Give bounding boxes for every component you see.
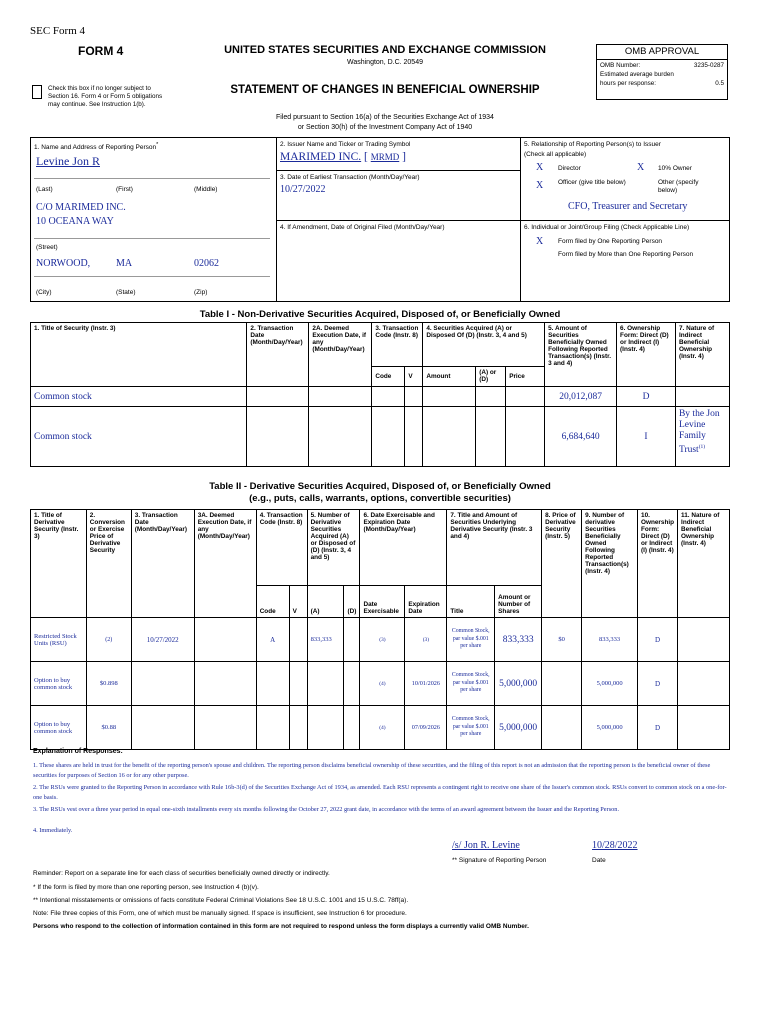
omb-hours-label: hours per response: <box>600 80 657 87</box>
t2-r1-title: Restricted Stock Units (RSU) <box>31 618 87 662</box>
zip-value: 02062 <box>194 258 219 269</box>
relationship-sublabel: (Check all applicable) <box>524 151 587 158</box>
state-value: MA <box>116 258 133 269</box>
table-row <box>31 407 730 467</box>
checkbox-text: Check this box if no longer subject to Section 16. Form 4 or Form 5 obligations may continue. See Instruction 1(b). <box>48 85 163 108</box>
t1-r1-owned: 20,012,087 <box>545 387 617 407</box>
officer-mark[interactable]: X <box>536 180 544 191</box>
t2-h7: 7. Title and Amount of Securities Underlying Derivative Security (Instr. 3 and 4) <box>447 510 542 586</box>
t2-r2-und-title: Common Stock, par value $.001 per share <box>447 662 495 706</box>
t1-h2a: 2A. Deemed Execution Date, if any (Month/Day/Year) <box>309 323 372 387</box>
amendment-label: 4. If Amendment, Date of Original Filed (Month/Day/Year) <box>280 224 445 231</box>
t2-h8: 8. Price of Derivative Security (Instr. 5) <box>542 510 582 618</box>
owner-label: 10% Owner <box>658 165 692 172</box>
explanation-note-3: 3. The RSUs vest over a three year period in equal one-sixth installments every six months following the October 27, 2022 grant date, in accordance with the terms of an award agreement between the Issuer and the Reporting Person. <box>33 806 620 813</box>
director-label: Director <box>558 165 581 172</box>
omb-number: 3235-0287 <box>693 62 724 69</box>
t2-r1-code: A <box>256 618 289 662</box>
form-title: FORM 4 <box>78 44 124 58</box>
table-row <box>31 387 730 407</box>
t1-code: Code <box>372 367 405 387</box>
t2-h3a: 3A. Deemed Execution Date, if any (Month/Day/Year) <box>194 510 256 618</box>
t2-amount-num: Amount or Number of Shares <box>495 586 542 618</box>
earliest-date-label: 3. Date of Earliest Transaction (Month/Day/Year) <box>280 174 420 181</box>
t2-r1-form: D <box>638 618 678 662</box>
signature-date-label: Date <box>592 857 606 864</box>
t2-r1-a: 833,333 <box>307 618 344 662</box>
t2-title: Title <box>447 586 495 618</box>
t1-ad: (A) or (D) <box>476 367 506 387</box>
director-mark[interactable]: X <box>536 162 544 173</box>
t1-r2-nature: By the Jon Levine Family Trust$^{(1)}$ <box>675 407 729 467</box>
explanation-note-2: 2. The RSUs were granted to the Reporting Person in accordance with Rule 16b-3(d) of the Securities Exchange Act of 1934, as amended. Each RSU represents a contingent right to receive one share of the Issuer's common stock. RSUs convert to common stock on a one-for-one basis. <box>33 784 727 801</box>
issuer-name-ticker[interactable]: MARIMED INC. [ MRMD ] <box>280 151 406 163</box>
t1-h7: 7. Nature of Indirect Beneficial Ownership (Instr. 4) <box>675 323 729 387</box>
t2-exp: Expiration Date <box>405 586 447 618</box>
t2-h4: 4. Transaction Code (Instr. 8) <box>256 510 307 586</box>
omb-approval-box <box>596 44 728 100</box>
t1-price: Price <box>506 367 545 387</box>
signature-date: 10/28/2022 <box>592 840 638 851</box>
table-row <box>31 662 730 706</box>
t2-r1-und-amount: 833,333 <box>495 618 542 662</box>
signature-name-label: ** Signature of Reporting Person <box>452 857 547 864</box>
footer-line-2: * If the form is filed by more than one reporting person, see Instruction 4 (b)(v). <box>33 884 259 891</box>
omb-number-label: OMB Number: <box>600 62 641 69</box>
footer-line-4: Note: File three copies of this Form, one of which must be manually signed. If space is insufficient, see Instruction 6 for procedure. <box>33 910 407 917</box>
t1-h3: 3. Transaction Code (Instr. 8) <box>372 323 423 367</box>
t1-r2-owned: 6,684,640 <box>545 407 617 467</box>
t2-code: Code <box>256 586 289 618</box>
t1-v: V <box>405 367 423 387</box>
table2 <box>30 509 730 750</box>
t2-r1-price: $0 <box>542 618 582 662</box>
t1-r1-title: Common stock <box>31 387 247 407</box>
last-label: (Last) <box>36 186 53 193</box>
first-label: (First) <box>116 186 133 193</box>
table1-title: Table I - Non-Derivative Securities Acquired, Disposed of, or Beneficially Owned <box>199 309 561 320</box>
city-label: (City) <box>36 289 52 296</box>
section16-checkbox[interactable] <box>32 85 42 99</box>
t2-r2-title: Option to buy common stock <box>31 662 87 706</box>
signature-name: /s/ Jon R. Levine <box>452 840 520 851</box>
filing-one-label: Form filed by One Reporting Person <box>558 238 663 245</box>
t2-r2-conv: $0.898 <box>86 662 131 706</box>
t2-h3: 3. Transaction Date (Month/Day/Year) <box>131 510 194 618</box>
earliest-date-value: 10/27/2022 <box>280 184 326 195</box>
t2-h9: 9. Number of derivative Securities Beneficially Owned Following Reported Transaction(s) (Instr. 4) <box>582 510 638 618</box>
t2-r2-form: D <box>638 662 678 706</box>
t2-r2-exercisable: (4) <box>360 662 405 706</box>
t2-date-ex: Date Exercisable <box>360 586 405 618</box>
t2-r3-exercisable: (4) <box>360 706 405 750</box>
t2-a: (A) <box>307 586 344 618</box>
table1 <box>30 322 730 467</box>
filing-one-mark[interactable]: X <box>536 236 544 247</box>
footer-line-3: ** Intentional misstatements or omissions of facts constitute Federal Criminal Violations See 18 U.S.C. 1001 and 15 U.S.C. 78ff(a). <box>33 897 409 904</box>
officer-title: CFO, Treasurer and Secretary <box>568 201 688 212</box>
agency-title: UNITED STATES SECURITIES AND EXCHANGE COMMISSION <box>224 44 546 56</box>
t1-h4: 4. Securities Acquired (A) or Disposed Of (D) (Instr. 3, 4 and 5) <box>423 323 545 367</box>
omb-burden-label: Estimated average burden <box>600 71 674 78</box>
t2-h6: 6. Date Exercisable and Expiration Date (Month/Day/Year) <box>360 510 447 586</box>
t2-r1-expiration: (3) <box>405 618 447 662</box>
filing-more-label: Form filed by More than One Reporting Person <box>558 251 694 258</box>
t2-r2-owned: 5,000,000 <box>582 662 638 706</box>
t1-r2-form: I <box>617 407 676 467</box>
address-line-2: 10 OCEANA WAY <box>36 216 114 227</box>
t2-r3-conv: $0.88 <box>86 706 131 750</box>
address-line-1: C/O MARIMED INC. <box>36 202 126 213</box>
t2-d: (D) <box>344 586 360 618</box>
t2-r1-und-title: Common Stock, par value $.001 per share <box>447 618 495 662</box>
reporting-person-name[interactable]: Levine Jon R <box>36 154 100 168</box>
t2-r3-form: D <box>638 706 678 750</box>
owner-mark[interactable]: X <box>637 162 645 173</box>
t2-r2-und-amount: 5,000,000 <box>495 662 542 706</box>
filed-pursuant-2: or Section 30(h) of the Investment Company Act of 1940 <box>297 124 473 131</box>
t1-h1: 1. Title of Security (Instr. 3) <box>31 323 247 387</box>
t2-v: V <box>289 586 307 618</box>
t2-h1: 1. Title of Derivative Security (Instr. 3) <box>31 510 87 618</box>
reporting-person-label: 1. Name and Address of Reporting Person* <box>34 142 159 152</box>
explanation-note-1: 1. These shares are held in trust for the benefit of the reporting person's spouse and children. The reporting person disclaims beneficial ownership of these securities, and the filing of this report is not an admission that the reporting person is the beneficial owner of these securities for purposes of Section 16 or for any other purpose. <box>33 762 711 779</box>
table2-subtitle: (e.g., puts, calls, warrants, options, convertible securities) <box>249 493 511 504</box>
t2-r3-und-amount: 5,000,000 <box>495 706 542 750</box>
statement-title: STATEMENT OF CHANGES IN BENEFICIAL OWNERSHIP <box>230 84 540 96</box>
t2-r1-date: 10/27/2022 <box>131 618 194 662</box>
city-value: NORWOOD, <box>36 258 91 269</box>
omb-hours: 0.5 <box>715 80 724 87</box>
footer-line-1: Reminder: Report on a separate line for each class of securities beneficially owned directly or indirectly. <box>33 870 330 877</box>
t1-r1-form: D <box>617 387 676 407</box>
t2-r1-owned: 833,333 <box>582 618 638 662</box>
t2-r1-exercisable: (3) <box>360 618 405 662</box>
t2-r3-title: Option to buy common stock <box>31 706 87 750</box>
middle-label: (Middle) <box>194 186 218 193</box>
footer-omb-notice: Persons who respond to the collection of information contained in this form are not required to respond unless the form displays a currently valid OMB Number. <box>33 923 529 930</box>
t2-r3-owned: 5,000,000 <box>582 706 638 750</box>
t2-h10: 10. Ownership Form: Direct (D) or Indirect (I) (Instr. 4) <box>638 510 678 618</box>
explanation-title: Explanation of Responses: <box>33 748 123 755</box>
t1-r1-nature <box>675 387 729 407</box>
zip-label: (Zip) <box>194 289 208 296</box>
t2-h5: 5. Number of Derivative Securities Acquired (A) or Disposed of (D) (Instr. 3, 4 and 5) <box>307 510 360 586</box>
table-row <box>31 706 730 750</box>
state-label: (State) <box>116 289 136 296</box>
agency-city: Washington, D.C. 20549 <box>346 59 423 66</box>
t1-r2-title: Common stock <box>31 407 247 467</box>
street-label: (Street) <box>36 244 58 251</box>
filing-label: 6. Individual or Joint/Group Filing (Check Applicable Line) <box>524 224 690 231</box>
t2-r1-conv: (2) <box>86 618 131 662</box>
doc-label: SEC Form 4 <box>30 25 86 37</box>
t2-r3-expiration: 07/09/2026 <box>405 706 447 750</box>
officer-label: Officer (give title below) <box>558 179 626 186</box>
t1-h5: 5. Amount of Securities Beneficially Owned Following Reported Transaction(s) (Instr. 3 and 4) <box>545 323 617 387</box>
other-label: Other (specify below) <box>658 179 699 194</box>
filed-pursuant-1: Filed pursuant to Section 16(a) of the Securities Exchange Act of 1934 <box>276 114 494 121</box>
relationship-label: 5. Relationship of Reporting Person(s) to Issuer <box>524 141 661 148</box>
t2-r3-und-title: Common Stock, par value $.001 per share <box>447 706 495 750</box>
table-row <box>31 618 730 662</box>
t2-h2: 2. Conversion or Exercise Price of Derivative Security <box>86 510 131 618</box>
t1-h6: 6. Ownership Form: Direct (D) or Indirect (I) (Instr. 4) <box>617 323 676 387</box>
t1-amount: Amount <box>423 367 476 387</box>
t2-r2-expiration: 10/01/2026 <box>405 662 447 706</box>
t1-h2: 2. Transaction Date (Month/Day/Year) <box>247 323 309 387</box>
t2-h11: 11. Nature of Indirect Beneficial Ownership (Instr. 4) <box>678 510 730 618</box>
explanation-note-4: 4. Immediately. <box>33 827 73 834</box>
issuer-label: 2. Issuer Name and Ticker or Trading Symbol <box>280 141 411 148</box>
table2-title: Table II - Derivative Securities Acquired, Disposed of, or Beneficially Owned <box>209 481 551 492</box>
omb-title: OMB APPROVAL <box>597 45 727 60</box>
